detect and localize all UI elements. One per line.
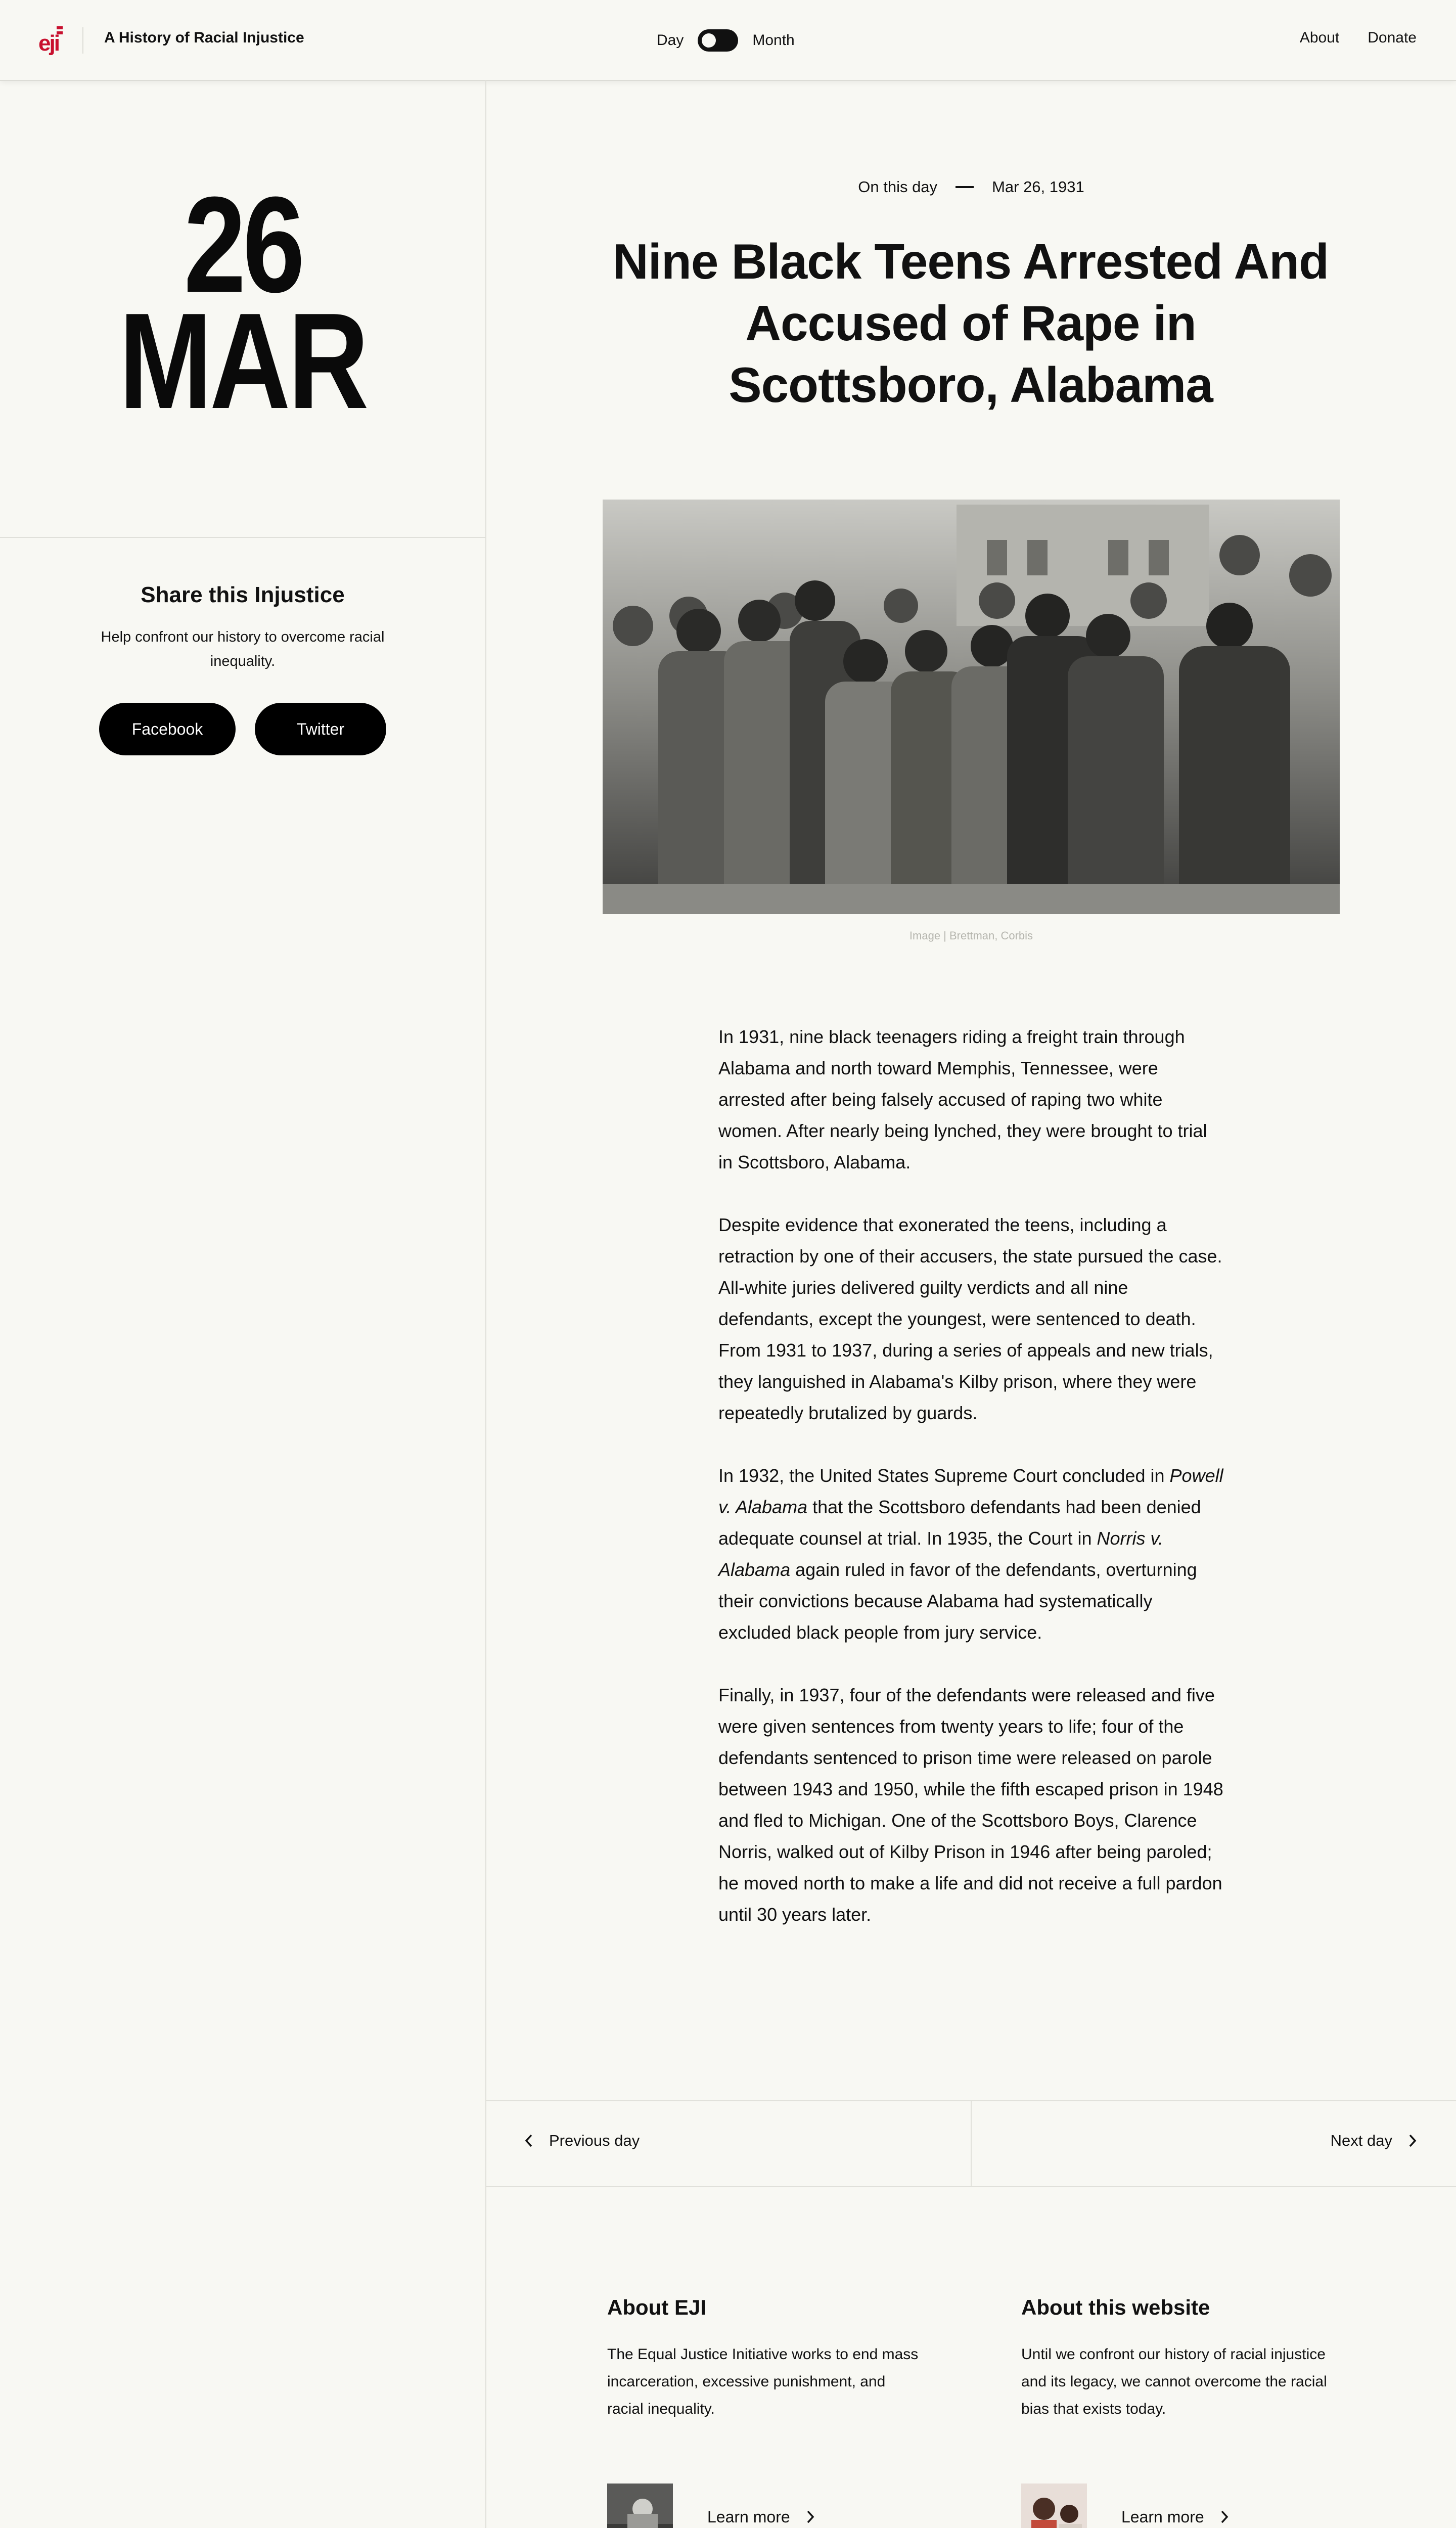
about-eji-section: [607, 2295, 921, 2423]
about-website-learn-more[interactable]: [1021, 2484, 1230, 2528]
case-name: Powell v. Alabama: [718, 1465, 1223, 1517]
about-website-text: Until we confront our history of racial injustice and its legacy, we cannot overcome the racial bias that exists today.: [1021, 2346, 1327, 2417]
historical-photo: [603, 500, 1340, 914]
facebook-share-button[interactable]: Facebook: [99, 703, 236, 755]
nav-about-link[interactable]: About: [1299, 29, 1340, 46]
paragraph-text: again ruled in favor of the defendants, overturning their convictions because Alabama had systematically excluded black people from jury service.: [718, 1559, 1197, 1643]
share-description: Help confront our history to overcome racial inequality.: [101, 629, 385, 669]
paragraph-text: In 1932, the United States Supreme Court concluded in: [718, 1465, 1170, 1486]
main-nav: [1300, 29, 1417, 47]
paragraph-text: that the Scottsboro defendants had been denied adequate counsel at trial. In 1935, the Court in: [718, 1497, 1201, 1549]
site-title[interactable]: A History of Racial Injustice: [104, 29, 304, 46]
chevron-right-icon: [1407, 2133, 1418, 2148]
column-divider: [485, 80, 486, 2528]
logo-divider: [82, 27, 83, 54]
article-body: [718, 1021, 1224, 1962]
date-display: [0, 169, 485, 437]
photo-caption: Image | Brettman, Corbis: [909, 929, 1033, 942]
article-paragraph: [718, 1460, 1224, 1648]
nav-donate-link[interactable]: Donate: [1368, 29, 1417, 46]
site-header: [0, 0, 1456, 81]
day-month-toggle-group: [657, 29, 795, 52]
learn-more-label: Learn more: [1121, 2507, 1204, 2526]
eji-thumbnail: [607, 2484, 673, 2528]
share-title: Share this Injustice: [141, 582, 345, 607]
twitter-share-button[interactable]: Twitter: [255, 703, 386, 755]
next-day-label: Next day: [1330, 2132, 1392, 2149]
toggle-label-month[interactable]: Month: [752, 32, 795, 49]
event-headline: Nine Black Teens Arrested And Accused of Rape in Scottsboro, Alabama: [612, 234, 1329, 413]
about-eji-learn-more[interactable]: [607, 2484, 815, 2528]
next-day-link[interactable]: [1331, 2132, 1418, 2150]
case-name: Norris v. Alabama: [718, 1528, 1163, 1580]
left-divider: [0, 537, 485, 538]
learn-more-label: Learn more: [707, 2507, 790, 2526]
article-paragraph: Finally, in 1937, four of the defendants were released and five were given sentences from twenty years to life; four of the defendants sentenced to prison time were released on parole between 1943 and 1950, while the fifth escaped prison in 1948 and fled to Michigan. One of the Scottsboro Boys, Clarence Norris, walked out of Kilby Prison in 1946 after being paroled; he moved north to make a life and did not receive a full pardon until 30 years later.: [718, 1685, 1223, 1925]
logo-text: eji: [38, 31, 59, 56]
dash-divider: [956, 186, 974, 188]
chevron-right-icon: [805, 2509, 815, 2524]
event-date: Mar 26, 1931: [992, 178, 1084, 196]
website-thumbnail: [1021, 2484, 1087, 2528]
day-month-toggle[interactable]: [698, 29, 738, 52]
on-this-day-label: On this day: [858, 178, 938, 196]
toggle-knob: [702, 33, 716, 48]
eji-logo[interactable]: [38, 26, 65, 55]
on-this-day-line: [486, 178, 1456, 196]
about-website-title: About this website: [1021, 2295, 1210, 2319]
about-eji-title: About EJI: [607, 2295, 706, 2319]
article-paragraph: Despite evidence that exonerated the teens, including a retraction by one of their accusers, the state pursued the case. All-white juries delivered guilty verdicts and all nine defendants, except the youngest, were sentenced to death. From 1931 to 1937, during a series of appeals and new trials, they languished in Alabama's Kilby prison, where they were repeatedly brutalized by guards.: [718, 1214, 1222, 1423]
about-website-section: [1021, 2295, 1335, 2423]
date-month: MAR: [119, 285, 367, 437]
chevron-right-icon: [1219, 2509, 1230, 2524]
logo-bar: [57, 26, 63, 29]
previous-day-label: Previous day: [549, 2132, 640, 2149]
pager-divider: [971, 2100, 972, 2187]
date-day: 26: [184, 169, 302, 321]
about-eji-text: The Equal Justice Initiative works to end mass incarceration, excessive punishment, and racial inequality.: [607, 2346, 919, 2417]
toggle-label-day[interactable]: Day: [657, 32, 684, 49]
previous-day-link[interactable]: [524, 2132, 640, 2150]
article-paragraph: In 1931, nine black teenagers riding a freight train through Alabama and north toward Memphis, Tennessee, were arrested after being falsely accused of raping two white women. After nearly being lynched, they were brought to trial in Scottsboro, Alabama.: [718, 1026, 1207, 1172]
chevron-left-icon: [524, 2133, 534, 2148]
